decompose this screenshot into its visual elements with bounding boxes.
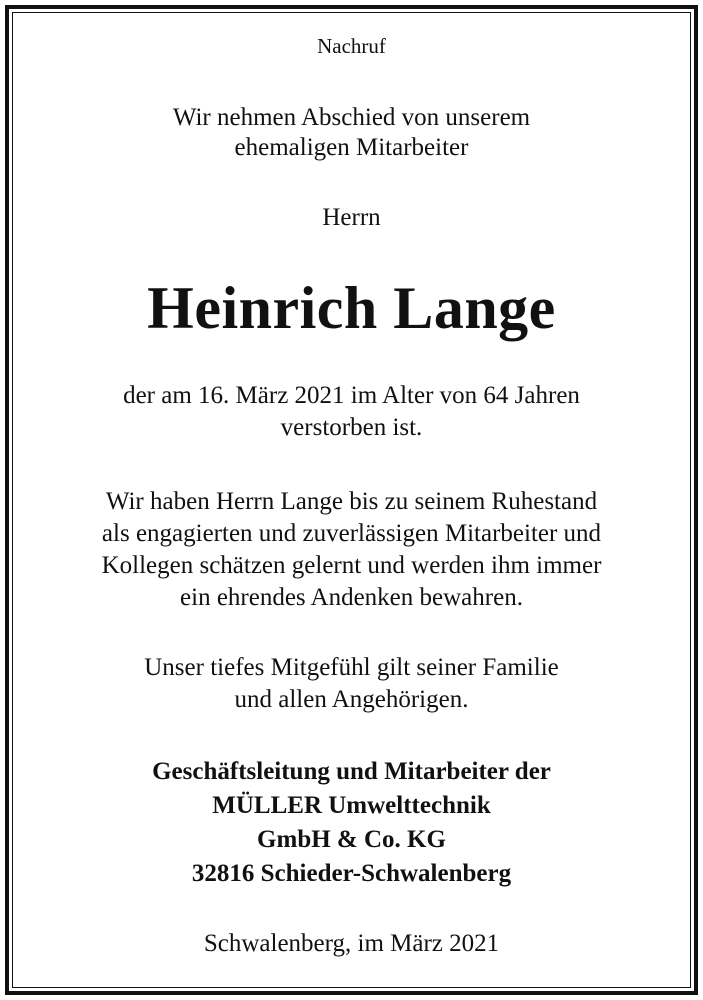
tribute-line-4: ein ehrendes Andenken bewahren. bbox=[180, 584, 523, 611]
condolence-line-2: und allen Angehörigen. bbox=[234, 686, 469, 713]
tribute-line-3: Kollegen schätzen gelernt und werden ihm immer bbox=[101, 552, 602, 579]
heading: Nachruf bbox=[317, 34, 386, 58]
condolence-line-1: Unser tiefes Mitgefühl gilt seiner Familie bbox=[144, 654, 559, 681]
salutation: Herrn bbox=[322, 204, 381, 231]
death-notice-line-2: verstorben ist. bbox=[280, 414, 423, 441]
signatory-line-3: GmbH & Co. KG bbox=[257, 826, 446, 853]
tribute-line-1: Wir haben Herrn Lange bis zu seinem Ruhestand bbox=[105, 488, 598, 515]
place-date: Schwalenberg, im März 2021 bbox=[203, 930, 500, 957]
tribute-line-2: als engagierten und zuverlässigen Mitarbeiter und bbox=[101, 520, 602, 547]
signatory-line-2: MÜLLER Umwelttechnik bbox=[212, 792, 491, 819]
obituary-notice bbox=[12, 12, 691, 988]
signatory-line-4: 32816 Schieder-Schwalenberg bbox=[191, 860, 512, 887]
deceased-name: Heinrich Lange bbox=[147, 275, 556, 341]
intro-line-1: Wir nehmen Abschied von unserem bbox=[172, 104, 531, 131]
signatory-line-1: Geschäftsleitung und Mitarbeiter der bbox=[152, 758, 551, 785]
death-notice-line-1: der am 16. März 2021 im Alter von 64 Jahren bbox=[123, 382, 580, 409]
intro-line-2: ehemaligen Mitarbeiter bbox=[234, 134, 469, 161]
